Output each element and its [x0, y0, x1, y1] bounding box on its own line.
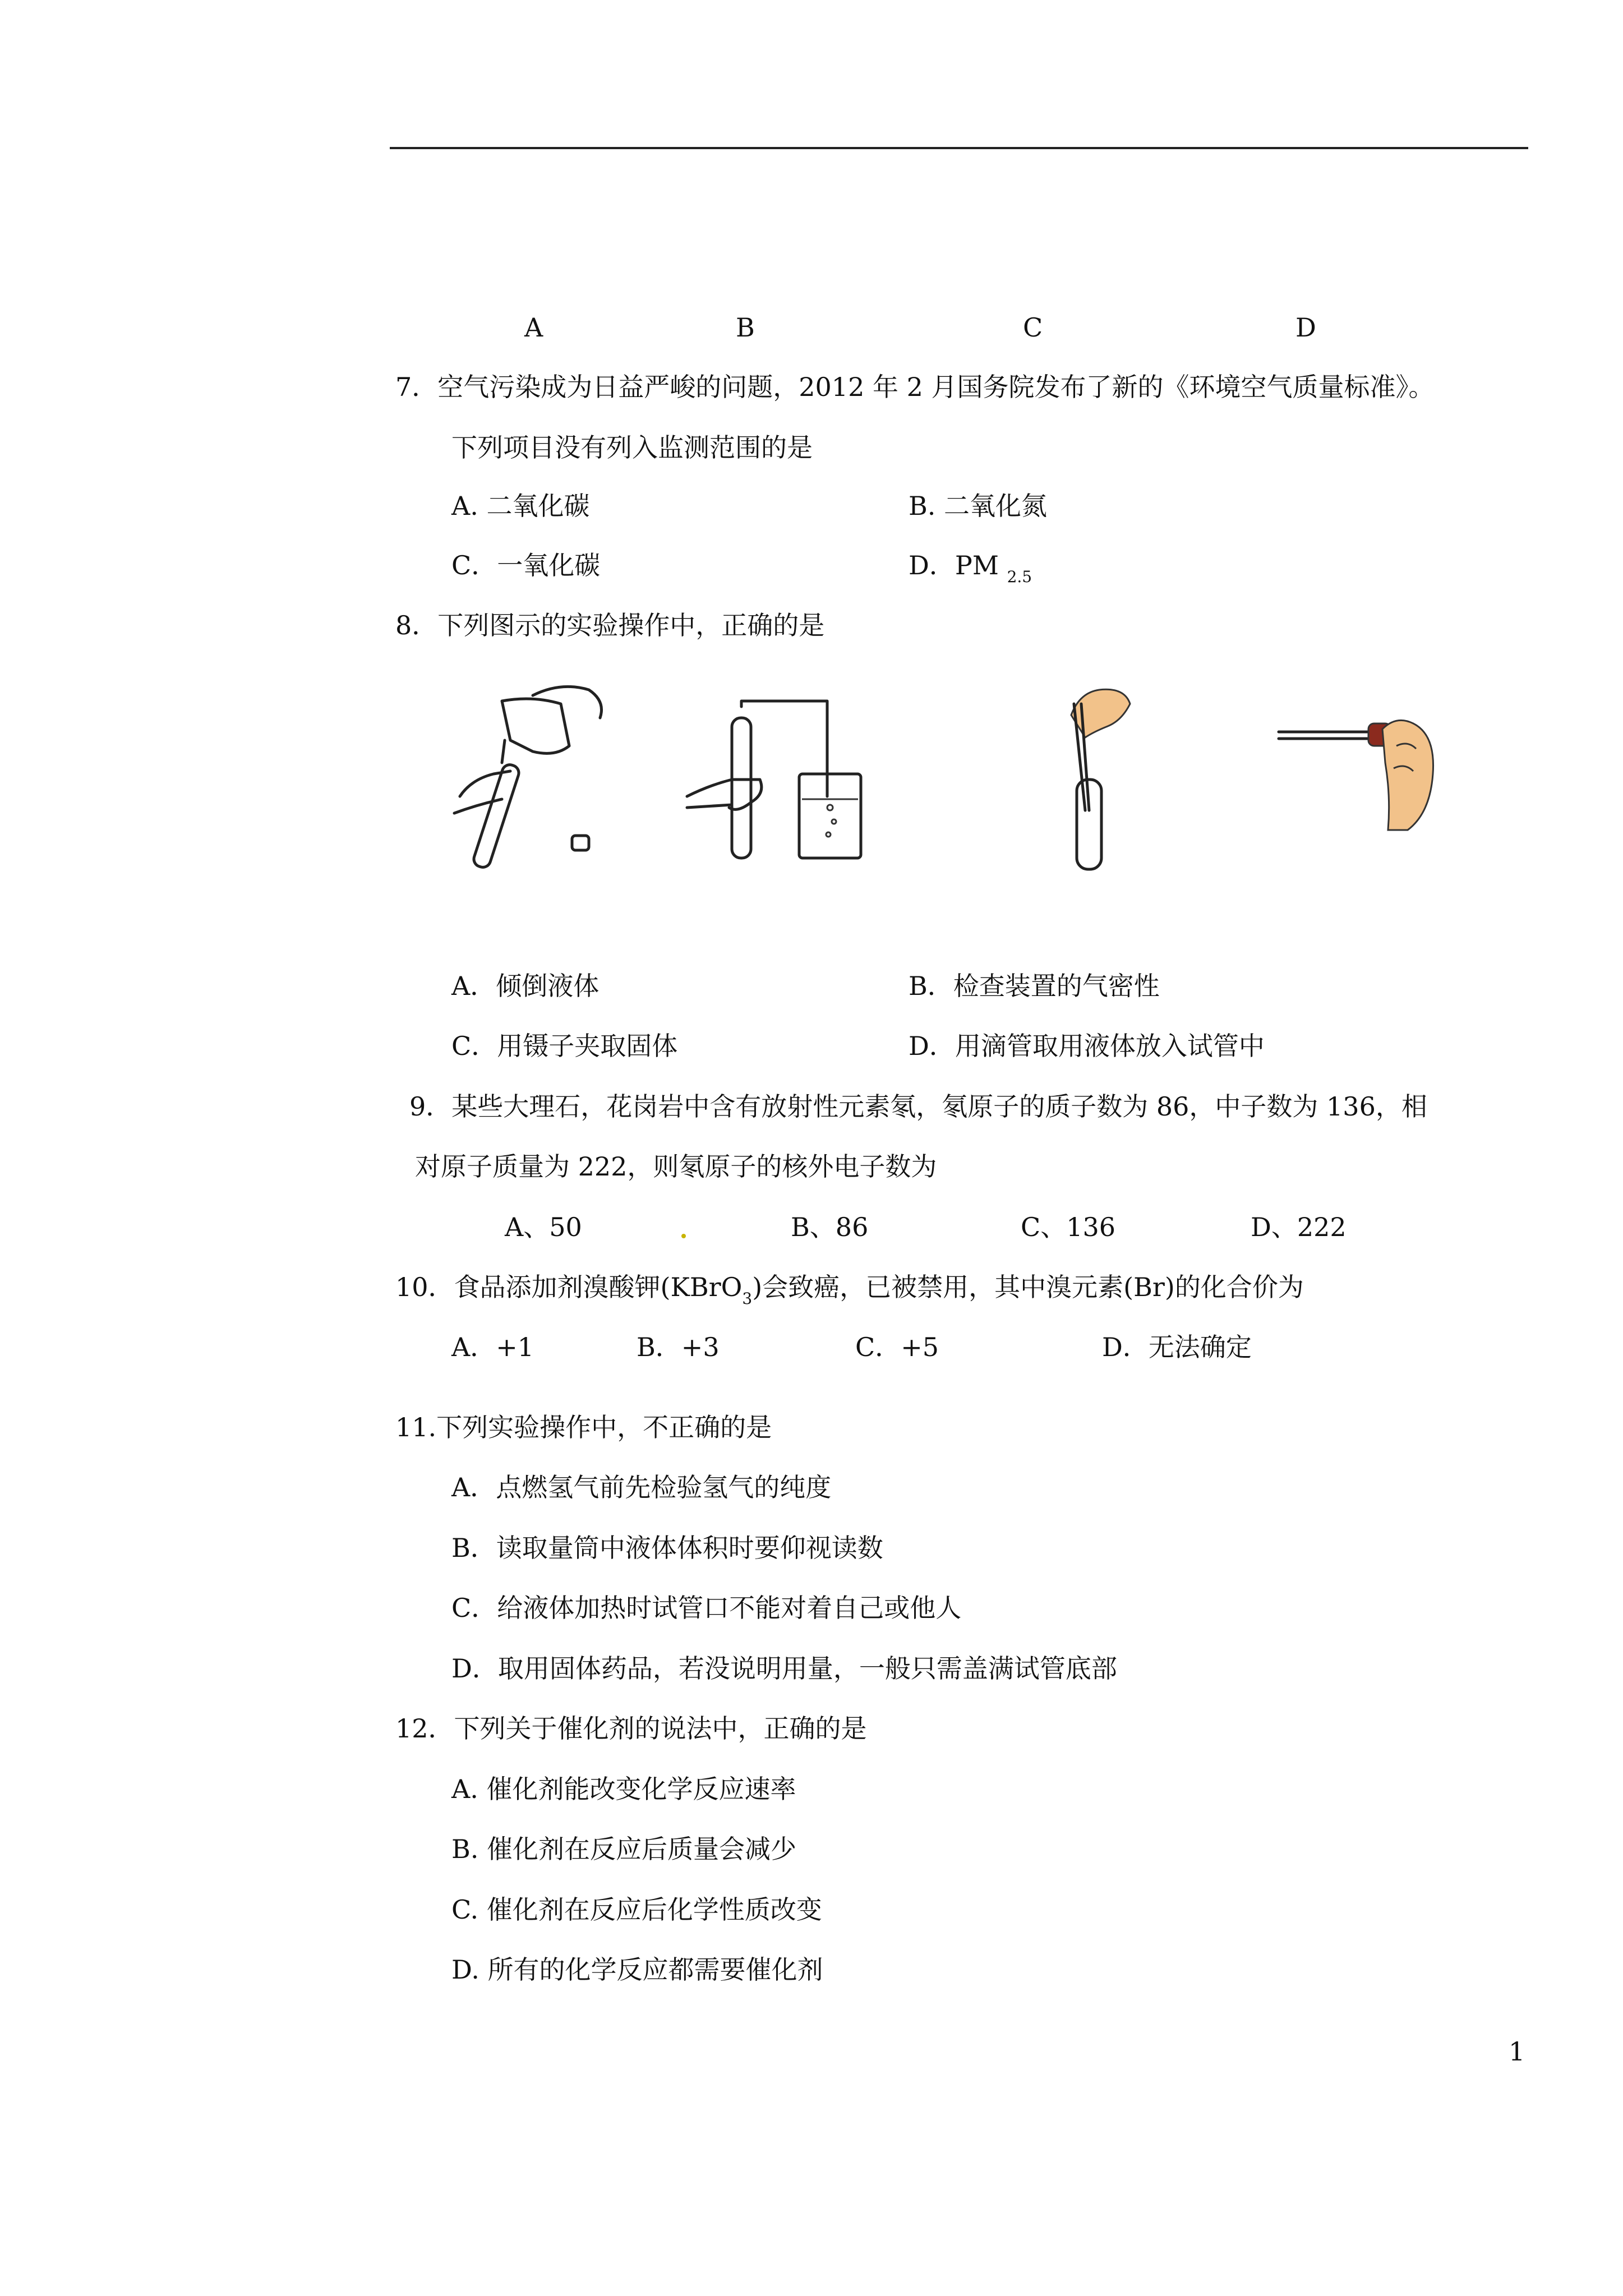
page-number: 1: [1509, 2036, 1525, 2067]
q10-stem-post: )会致癌，已被禁用，其中溴元素(Br)的化合价为: [752, 1272, 1304, 1302]
q7-stem-line2: 下列项目没有列入监测范围的是: [451, 432, 813, 463]
marker-dot: [681, 1234, 686, 1238]
q7-option-d-text: D．PM: [909, 550, 999, 580]
q12-option-c: C. 催化剂在反应后化学性质改变: [451, 1894, 822, 1925]
q7-option-d: [909, 548, 1032, 586]
q7-option-a: A. 二氧化碳: [451, 491, 590, 521]
airtightness-check-figure: [681, 695, 866, 864]
q9-option-b: B、86: [791, 1212, 869, 1242]
q10-option-b: B．+3: [637, 1332, 720, 1362]
q9-option-d: D、222: [1251, 1212, 1347, 1242]
header-option-d: D: [1295, 312, 1316, 343]
q11-option-c: C．给液体加热时试管口不能对着自己或他人: [451, 1593, 962, 1623]
q9-option-a: A、50: [505, 1212, 582, 1242]
q11-option-a: A．点燃氢气前先检验氢气的纯度: [451, 1472, 832, 1502]
q9-stem-line1: 9．某些大理石，花岗岩中含有放射性元素氡，氡原子的质子数为 86，中子数为 136，相: [409, 1091, 1427, 1122]
q11-option-b: B．读取量筒中液体体积时要仰视读数: [451, 1533, 883, 1563]
dropper-figure: [1279, 707, 1441, 836]
q7-option-c: C．一氧化碳: [451, 550, 601, 580]
q8-option-a: A．倾倒液体: [451, 971, 600, 1001]
q8-option-d: D．用滴管取用液体放入试管中: [909, 1031, 1265, 1061]
q12-option-d: D. 所有的化学反应都需要催化剂: [451, 1954, 823, 1985]
q9-stem-line2: 对原子质量为 222，则氡原子的核外电子数为: [415, 1151, 937, 1182]
q11-stem: 11.下列实验操作中，不正确的是: [395, 1412, 772, 1442]
q11-option-d: D．取用固体药品，若没说明用量，一般只需盖满试管底部: [451, 1653, 1117, 1684]
header-option-c: C: [1023, 312, 1043, 343]
q8-option-c: C．用镊子夹取固体: [451, 1031, 678, 1061]
header-rule: [390, 147, 1528, 149]
header-option-a: A: [524, 312, 543, 343]
q10-option-c: C．+5: [855, 1332, 939, 1362]
q7-option-d-subscript: 2.5: [1007, 568, 1032, 586]
q10-stem: [395, 1270, 1304, 1308]
q7-option-b: B. 二氧化氮: [909, 491, 1048, 521]
header-option-b: B: [736, 312, 755, 343]
q9-option-c: C、136: [1021, 1212, 1115, 1242]
pouring-liquid-figure: [449, 679, 617, 864]
q12-option-a: A. 催化剂能改变化学反应速率: [451, 1774, 796, 1804]
q10-stem-subscript: 3: [742, 1289, 753, 1308]
tweezers-figure: [1054, 687, 1144, 872]
q10-stem-pre: 10．食品添加剂溴酸钾(KBrO: [395, 1272, 743, 1302]
q7-stem-line1: 7．空气污染成为日益严峻的问题，2012 年 2 月国务院发布了新的《环境空气质量标准》。: [395, 372, 1435, 402]
q10-option-d: D．无法确定: [1102, 1332, 1252, 1362]
q8-stem: 8．下列图示的实验操作中，正确的是: [395, 610, 825, 640]
q12-stem: 12．下列关于催化剂的说法中，正确的是: [395, 1713, 867, 1744]
q8-option-b: B．检查装置的气密性: [909, 971, 1160, 1001]
q10-option-a: A．+1: [451, 1332, 534, 1362]
q12-option-b: B. 催化剂在反应后质量会减少: [451, 1834, 797, 1864]
